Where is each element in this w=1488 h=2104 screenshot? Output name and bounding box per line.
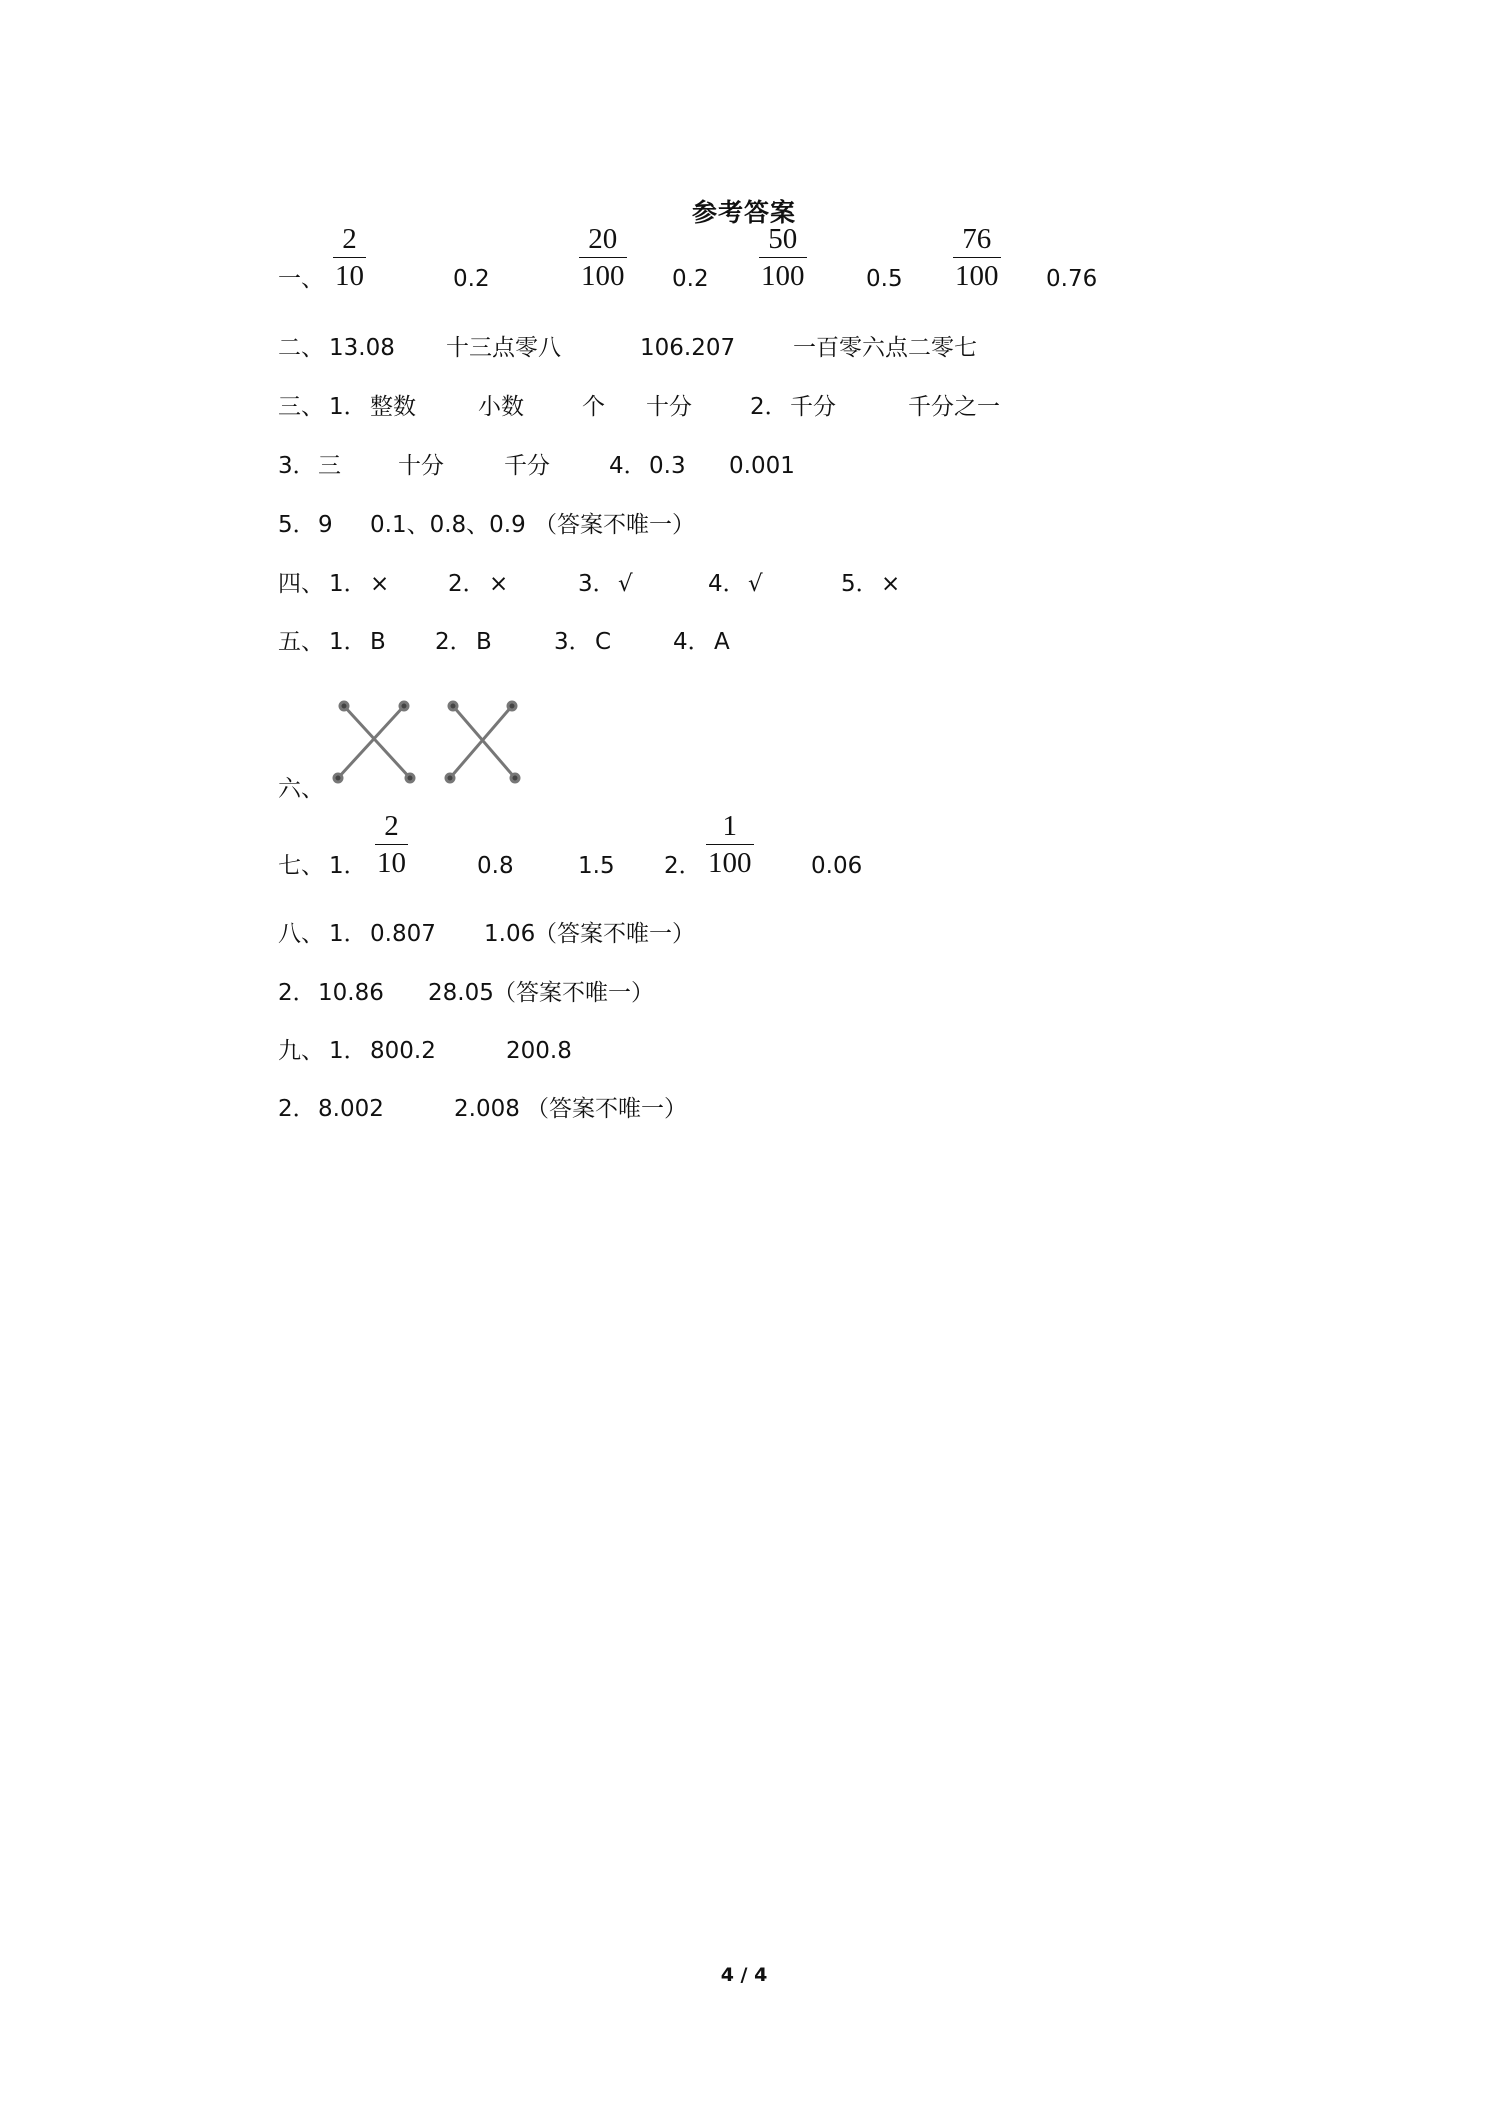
answer-value: 0.76 xyxy=(1046,266,1098,292)
answer-value: 0.8 xyxy=(477,853,514,879)
denominator: 100 xyxy=(761,260,805,292)
answer-text: 十分 xyxy=(646,394,692,420)
item-number: 2． xyxy=(750,394,788,420)
note-text: （答案不唯一） xyxy=(526,1096,687,1122)
section-label: 九、 xyxy=(278,1038,324,1064)
item-number: 1． xyxy=(329,629,367,655)
answer-value: 13.08 xyxy=(329,335,395,361)
fraction xyxy=(706,808,754,881)
denominator: 10 xyxy=(377,847,406,879)
answer-value: 0.3 xyxy=(649,453,686,479)
numerator: 50 xyxy=(768,223,798,255)
denominator: 100 xyxy=(955,260,999,292)
item-number: 4． xyxy=(609,453,647,479)
item-number: 5． xyxy=(841,571,879,597)
section-label: 七、 xyxy=(278,853,324,879)
section-label: 三、 xyxy=(278,394,324,420)
item-number: 3． xyxy=(578,571,616,597)
item-number: 4． xyxy=(708,571,746,597)
answer-text: 小数 xyxy=(478,394,524,420)
answer-value: 10.86 xyxy=(318,980,384,1006)
answer-value: 200.8 xyxy=(506,1038,572,1064)
section-label: 六、 xyxy=(278,776,324,802)
check-mark: √ xyxy=(618,571,633,597)
answer-text: 三 xyxy=(318,453,341,479)
answer-text: 个 xyxy=(582,394,605,420)
answer-value: 800.2 xyxy=(370,1038,436,1064)
section-label: 八、 xyxy=(278,921,324,947)
item-number: 1． xyxy=(329,921,367,947)
denominator: 100 xyxy=(581,260,625,292)
answer-value: 0.5 xyxy=(866,266,903,292)
answer-text: 千分 xyxy=(790,394,836,420)
item-number: 5． xyxy=(278,512,316,538)
item-number: 2． xyxy=(278,1096,316,1122)
section-label: 一、 xyxy=(278,266,324,292)
item-number: 2． xyxy=(664,853,702,879)
wrong-mark: × xyxy=(489,571,509,597)
answer-value: 28.05 xyxy=(428,980,494,1006)
section-label: 四、 xyxy=(278,571,324,597)
item-number: 1． xyxy=(329,1038,367,1064)
numerator: 1 xyxy=(722,810,737,842)
answer-value: 0.001 xyxy=(729,453,795,479)
answer-text: 千分之一 xyxy=(908,394,1000,420)
item-number: 1． xyxy=(329,394,367,420)
note-text: （答案不唯一） xyxy=(493,980,654,1006)
note-text: （答案不唯一） xyxy=(534,921,695,947)
answer-text: 一百零六点二零七 xyxy=(793,335,977,361)
fraction xyxy=(375,808,408,881)
crossed-lines-icon xyxy=(328,696,548,794)
wrong-mark: × xyxy=(881,571,901,597)
numerator: 76 xyxy=(962,223,992,255)
answer-value: 0.1、0.8、0.9 xyxy=(370,512,526,538)
answer-value: 1.06 xyxy=(484,921,536,947)
fraction xyxy=(579,221,627,294)
answer-value: 106.207 xyxy=(640,335,736,361)
section-label: 五、 xyxy=(278,629,324,655)
item-number: 4． xyxy=(673,629,711,655)
answer-value: 2.008 xyxy=(454,1096,520,1122)
answer-text: 整数 xyxy=(370,394,416,420)
answer-value: C xyxy=(595,629,612,655)
answer-value: 8.002 xyxy=(318,1096,384,1122)
answer-value: B xyxy=(476,629,492,655)
item-number: 1． xyxy=(329,571,367,597)
wrong-mark: × xyxy=(370,571,390,597)
item-number: 2． xyxy=(278,980,316,1006)
answer-value: A xyxy=(714,629,730,655)
numerator: 2 xyxy=(342,223,357,255)
note-text: （答案不唯一） xyxy=(534,512,695,538)
page-number: 4 / 4 xyxy=(720,1964,768,1986)
section-label: 二、 xyxy=(278,335,324,361)
fraction xyxy=(953,221,1001,294)
item-number: 2． xyxy=(435,629,473,655)
denominator: 10 xyxy=(335,260,364,292)
answer-text: 十三点零八 xyxy=(446,335,561,361)
answer-value: B xyxy=(370,629,386,655)
answer-value: 1.5 xyxy=(578,853,615,879)
answer-value: 0.2 xyxy=(453,266,490,292)
item-number: 3． xyxy=(554,629,592,655)
answer-value: 0.2 xyxy=(672,266,709,292)
numerator: 20 xyxy=(588,223,618,255)
item-number: 2． xyxy=(448,571,486,597)
page-title: 参考答案 xyxy=(691,198,796,227)
check-mark: √ xyxy=(748,571,763,597)
answer-text: 千分 xyxy=(504,453,550,479)
fraction xyxy=(333,221,366,294)
answer-value: 9 xyxy=(318,512,333,538)
denominator: 100 xyxy=(708,847,752,879)
answer-value: 0.807 xyxy=(370,921,436,947)
answer-value: 0.06 xyxy=(811,853,863,879)
answer-text: 十分 xyxy=(398,453,444,479)
numerator: 2 xyxy=(384,810,399,842)
fraction xyxy=(759,221,807,294)
item-number: 1． xyxy=(329,853,367,879)
item-number: 3． xyxy=(278,453,316,479)
